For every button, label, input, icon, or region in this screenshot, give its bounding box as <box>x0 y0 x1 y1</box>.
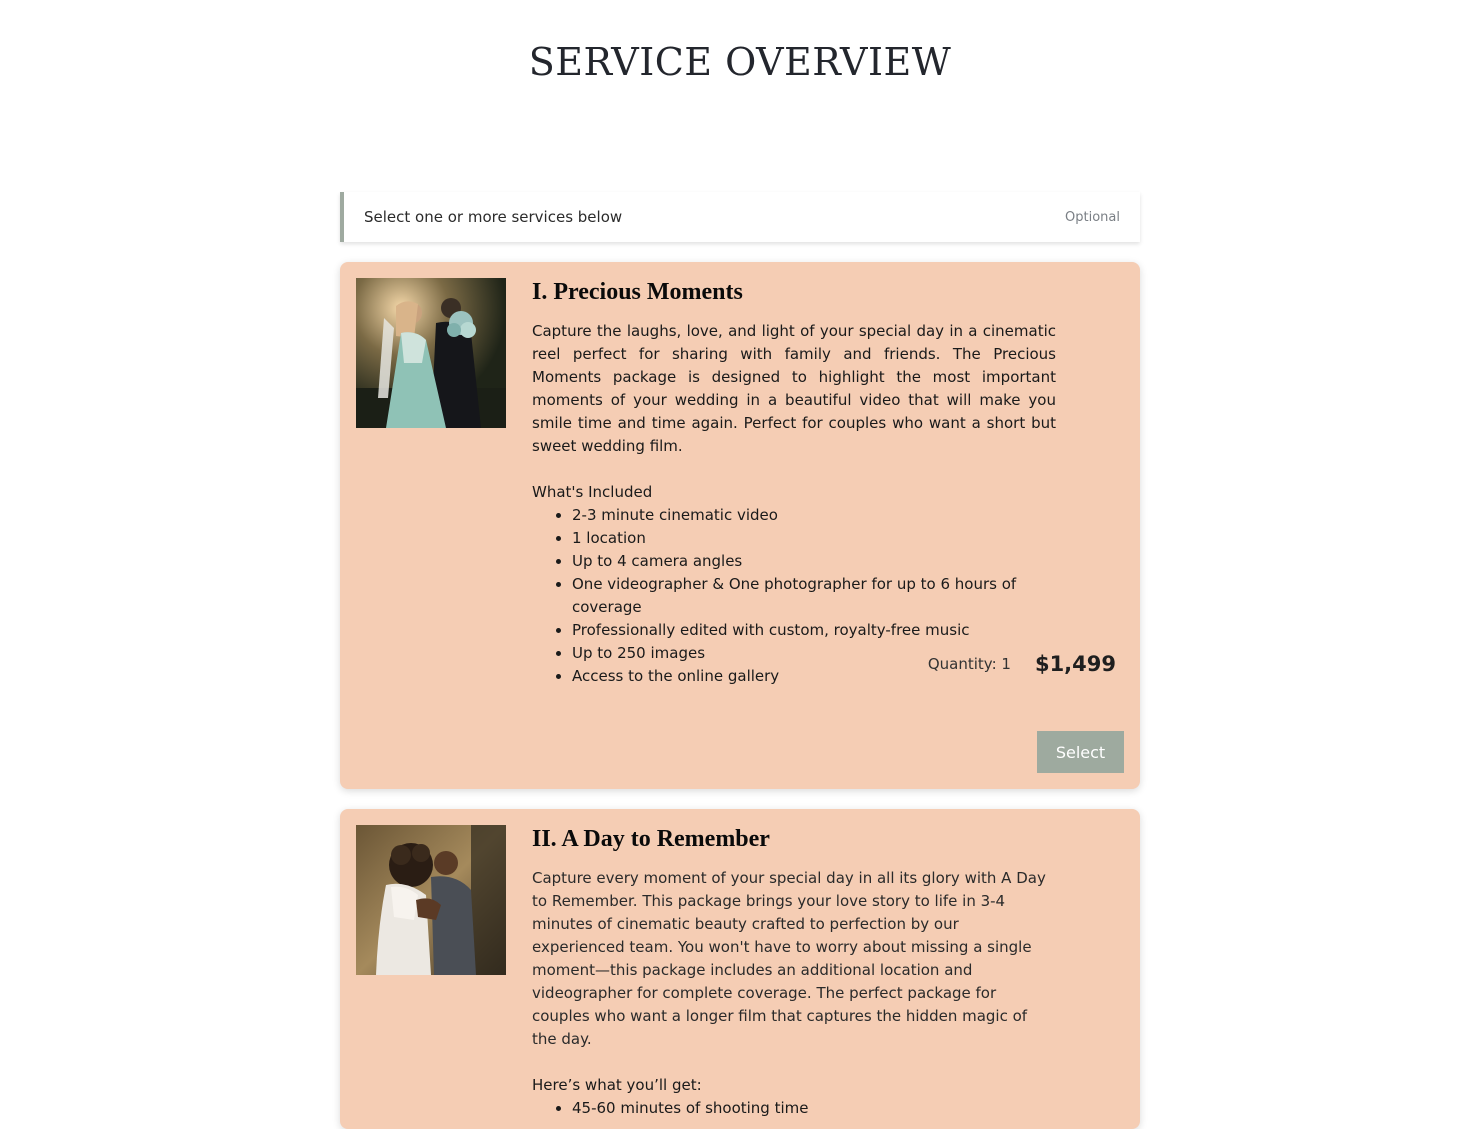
page-title: SERVICE OVERVIEW <box>528 40 952 84</box>
service-title: II. A Day to Remember <box>532 826 770 852</box>
list-item: • Access to the online gallery <box>572 665 1056 688</box>
quantity-label: Quantity: 1 <box>927 655 1011 673</box>
list-item: • 1 location <box>572 527 1056 550</box>
list-item: • Up to 250 images <box>572 642 1056 665</box>
service-title: I. Precious Moments <box>532 279 743 305</box>
service-card-a-day-to-remember <box>340 809 1140 1129</box>
service-description: Capture the laughs, love, and light of your special day in a cinematic reel perfect for sharing with family and friends. The Precious Moments package is designed to highlight the most important moments of your wedding in a beautiful video that will make you smile time and time again. Perfect for couples who want a short but sweet wedding film. <box>532 322 1056 455</box>
select-button[interactable]: Select <box>1037 731 1124 773</box>
service-details <box>532 278 1056 688</box>
list-item: • 2-3 minute cinematic video <box>572 504 1056 527</box>
included-heading: What's Included <box>532 483 653 501</box>
service-selection-prompt <box>340 192 1140 242</box>
service-card-precious-moments <box>340 262 1140 789</box>
included-heading: Here’s what you’ll get: <box>532 1076 702 1094</box>
optional-label: Optional <box>1065 209 1120 225</box>
list-item: • One videographer & One photographer for up to 6 hours of coverage <box>572 573 1056 619</box>
service-details <box>532 825 1056 1120</box>
list-item: • Up to 4 camera angles <box>572 550 1056 573</box>
feature-list <box>532 1097 1056 1120</box>
list-item: • Professionally edited with custom, royalty-free music <box>572 619 1056 642</box>
price: $1,499 <box>1034 652 1116 676</box>
couple-photo-image <box>356 278 506 428</box>
price-row <box>928 652 1116 676</box>
list-item: • 45-60 minutes of shooting time <box>572 1097 1056 1120</box>
service-description: Capture every moment of your special day in all its glory with A Day to Remember. This package brings your love story to life in 3-4 minutes of cinematic beauty crafted to perfection by our experienced team. You won't have to worry about missing a single moment—this package includes an additional location and videographer for complete coverage. The perfect package for couples who want a longer film that captures the hidden magic of the day. <box>532 869 1046 1048</box>
couple-photo-image <box>356 825 506 975</box>
selection-instruction: Select one or more services below <box>364 208 623 226</box>
